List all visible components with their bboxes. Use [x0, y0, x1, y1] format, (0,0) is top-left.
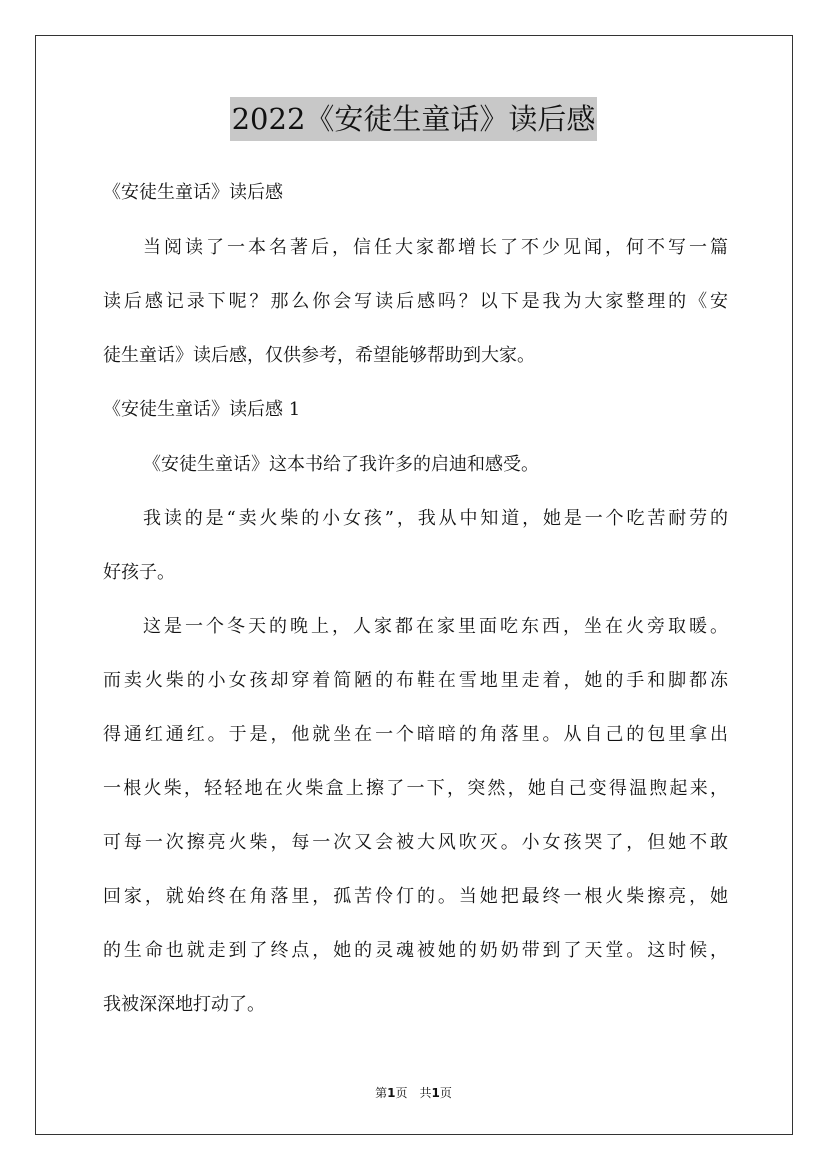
- paragraph-3-line-6: 回家，就始终在角落里，孤苦伶仃的。当她把最终一根火柴擦亮，她: [103, 886, 728, 907]
- footer-page-total: 1: [431, 1086, 440, 1100]
- document-subtitle: 《安徒生童话》读后感: [103, 182, 283, 203]
- paragraph-3-line-5: 可每一次擦亮火柴，每一次又会被大风吹灭。小女孩哭了，但她不敢: [103, 832, 728, 853]
- paragraph-1: 《安徒生童话》这本书给了我许多的启迪和感受。: [143, 454, 539, 475]
- paragraph-3-line-8: 我被深深地打动了。: [103, 994, 265, 1015]
- footer-page-mid: 页 共: [395, 1086, 432, 1100]
- footer-page-current: 1: [387, 1086, 396, 1100]
- paragraph-2-line-1: 我读的是“卖火柴的小女孩”，我从中知道，她是一个吃苦耐劳的: [143, 508, 728, 529]
- paragraph-3-line-2: 而卖火柴的小女孩却穿着简陋的布鞋在雪地里走着，她的手和脚都冻: [103, 670, 728, 691]
- paragraph-3-line-3: 得通红通红。于是，他就坐在一个暗暗的角落里。从自己的包里拿出: [103, 724, 728, 745]
- document-title: [0, 97, 827, 141]
- footer-page-prefix: 第: [375, 1086, 388, 1100]
- document-title-text: 2022《安徒生童话》读后感: [230, 97, 598, 141]
- section-heading: 《安徒生童话》读后感 1: [103, 399, 301, 420]
- paragraph-3-line-1: 这是一个冬天的晚上，人家都在家里面吃东西，坐在火旁取暖。: [143, 616, 728, 637]
- intro-line-3: 徒生童话》读后感，仅供参考，希望能够帮助到大家。: [103, 345, 535, 366]
- intro-line-1: 当阅读了一本名著后，信任大家都增长了不少见闻，何不写一篇: [143, 237, 728, 258]
- footer-page-suffix: 页: [439, 1086, 452, 1100]
- paragraph-2-line-2: 好孩子。: [103, 562, 175, 583]
- paragraph-3-line-4: 一根火柴，轻轻地在火柴盒上擦了一下，突然，她自己变得温煦起来，: [103, 778, 728, 799]
- page-footer: [0, 1084, 827, 1101]
- paragraph-3-line-7: 的生命也就走到了终点，她的灵魂被她的奶奶带到了天堂。这时候，: [103, 940, 728, 961]
- intro-line-2: 读后感记录下呢？那么你会写读后感吗？以下是我为大家整理的《安: [103, 291, 728, 312]
